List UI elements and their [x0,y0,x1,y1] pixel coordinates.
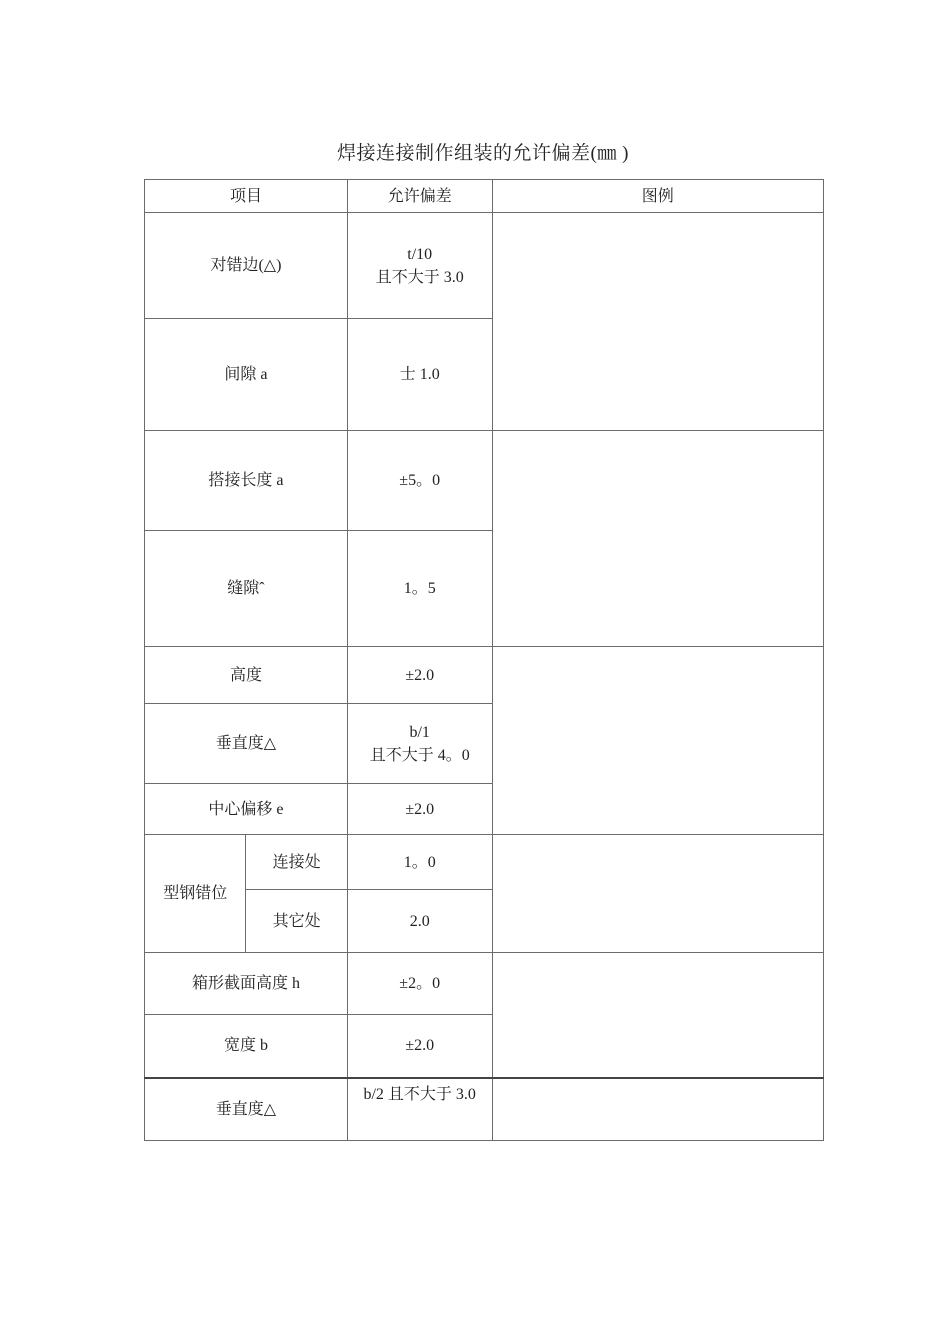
figure-cell [492,1078,823,1141]
tolerance-line: b/1 [409,723,430,741]
figure-cell [492,953,823,1078]
row-tolerance [347,213,492,319]
table-row [145,647,824,704]
table-row [145,431,824,531]
row-item: 垂直度△ [145,704,348,784]
row-group: 型钢错位 [145,835,246,953]
header-tolerance: 允许偏差 [347,180,492,213]
tolerance-line: t/10 [407,245,433,263]
figure-cell [492,431,823,647]
row-item: 中心偏移 e [145,784,348,835]
table-row [145,835,824,890]
page-title: 焊接连接制作组装的允许偏差(㎜ ) [337,143,629,164]
row-item: 间隙 a [145,319,348,431]
table-header-row [145,180,824,213]
table-row [145,953,824,1015]
tolerance-line: 且不大于 3.0 [375,268,464,286]
row-tolerance: ±5。0 [347,431,492,531]
figure-cell [492,835,823,953]
row-sub-item: 连接处 [246,835,347,890]
row-tolerance: ±2.0 [347,647,492,704]
row-tolerance [347,704,492,784]
row-tolerance: 1。5 [347,531,492,647]
row-tolerance: ±2.0 [347,1015,492,1078]
row-item: 缝隙ˆ [145,531,348,647]
tolerance-line: 且不大于 4。0 [369,746,470,764]
row-item: 对错边(△) [145,213,348,319]
table-row [145,1078,824,1141]
row-item: 宽度 b [145,1015,348,1078]
row-tolerance: 1。0 [347,835,492,890]
row-tolerance: ±2.0 [347,784,492,835]
row-tolerance: ±2。0 [347,953,492,1015]
row-item: 搭接长度 a [145,431,348,531]
tolerance-table [144,179,824,1141]
row-item: 垂直度△ [145,1078,348,1141]
row-tolerance: b/2 且不大于 3.0 [347,1078,492,1141]
row-tolerance: 士 1.0 [347,319,492,431]
figure-cell [492,647,823,835]
header-figure: 图例 [492,180,823,213]
row-item: 箱形截面高度 h [145,953,348,1015]
row-item: 高度 [145,647,348,704]
table-row [145,213,824,319]
row-tolerance: 2.0 [347,890,492,953]
header-item: 项目 [145,180,348,213]
row-sub-item: 其它处 [246,890,347,953]
figure-cell [492,213,823,431]
